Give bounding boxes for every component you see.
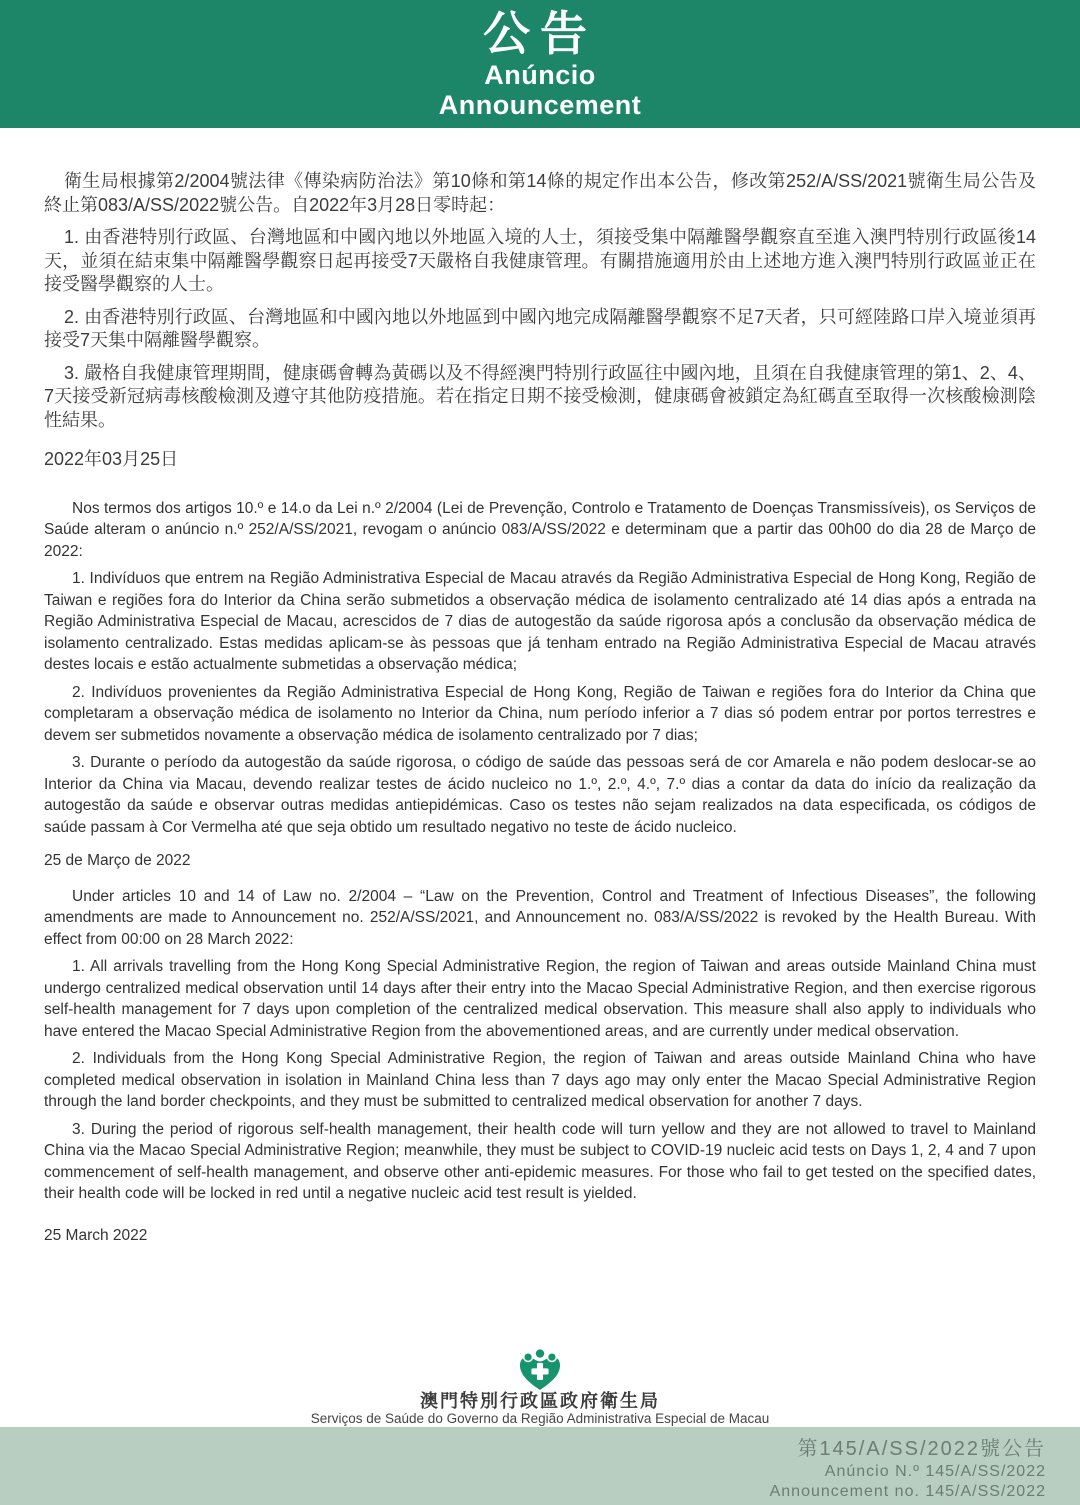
date-chinese: 2022年03月25日: [44, 449, 179, 469]
footer-band: [0, 1427, 1080, 1505]
chinese-item-1: 1. 由香港特別行政區、台灣地區和中國內地以外地區入境的人士，須接受集中隔離醫學觀察直至進入澳門特別行政區後14天，並須在結束集中隔離醫學觀察日起再接受7天嚴格自我健康管理。有關措施適用於由上述地方進入澳門特別行政區並正在接受醫學觀察的人士。: [44, 227, 1036, 294]
portuguese-intro-paragraph: Nos termos dos artigos 10.º e 14.o da Lei n.º 2/2004 (Lei de Prevenção, Controlo e Tratamento de Doenças Transmissíveis), os Serviços de Saúde alteram o anúncio n.º 252/A/SS/2021, revogam o anúncio 083/A/SS/2022 e determinam que a partir das 00h00 do dia 28 de Março de 2022:: [44, 499, 1036, 560]
chinese-item-3: 3. 嚴格自我健康管理期間，健康碼會轉為黃碼以及不得經澳門特別行政區往中國內地，且須在自我健康管理的第1、2、4、7天接受新冠病毒核酸檢測及遵守其他防疫措施。若在指定日期不接受檢測，健康碼會被鎖定為紅碼直至取得一次核酸檢測陰性結果。: [44, 362, 1036, 430]
health-bureau-logo-icon: [517, 1349, 563, 1391]
page-title-pt: Anúncio: [484, 60, 596, 90]
bureau-name-pt: Serviços de Saúde do Governo da Região Administrativa Especial de Macau: [310, 1411, 770, 1426]
chinese-item-2: 2. 由香港特別行政區、台灣地區和中國內地以外地區到中國內地完成隔離醫學觀察不足7天者，只可經陸路口岸入境並須再接受7天集中隔離醫學觀察。: [44, 306, 1036, 350]
date-english: 25 March 2022: [44, 1226, 148, 1244]
bureau-name-zh: 澳門特別行政區政府衛生局: [420, 1391, 660, 1411]
english-item-2: 2. Individuals from the Hong Kong Special Administrative Region, the region of Taiwan and areas outside Mainland China who have completed medical observation in isolation in Mainland China less than 7 days ago may only enter the Macao Special Administrative Region through the land border checkpoints, and they must be submitted to centralized medical observation for another 7 days.: [44, 1050, 1036, 1110]
english-item-3: 3. During the period of rigorous self-health management, their health code will turn yellow and they are not allowed to travel to Mainland China via the Macao Special Administrative Region; meanwhile, they must be subject to COVID-19 nucleic acid tests on Days 1, 2, 4 and 7 upon commencement of self-health management, and observe other anti-epidemic measures. For those who fail to get tested on the specified dates, their health code will be locked in red until a negative nucleic acid test result is yielded.: [44, 1120, 1036, 1202]
section-english: [44, 886, 1036, 1247]
header-band: [0, 0, 1080, 128]
english-item-1: 1. All arrivals travelling from the Hong Kong Special Administrative Region, the region of Taiwan and areas outside Mainland China must undergo centralized medical observation until 14 days after their entry into the Macao Special Administrative Region, and then exercise rigorous self-health management for 7 days upon completion of the centralized medical observation. This measure shall also apply to individuals who have entered the Macao Special Administrative Region from the abovementioned areas, and are currently under medical observation.: [44, 958, 1036, 1040]
document-body: [44, 128, 1036, 1246]
section-chinese: [44, 128, 1036, 472]
chinese-intro-paragraph: 衛生局根據第2/2004號法律《傳染病防治法》第10條和第14條的規定作出本公告，修改第252/A/SS/2021號衛生局公告及終止第083/A/SS/2022號公告。自2022年3月28日零時起：: [44, 171, 1036, 215]
announcement-number-zh: 第145/A/SS/2022號公告: [797, 1438, 1046, 1460]
page-title-zh: 公告: [483, 7, 597, 60]
date-portuguese: 25 de Março de 2022: [44, 852, 191, 869]
english-intro-paragraph: Under articles 10 and 14 of Law no. 2/2004 – “Law on the Prevention, Control and Treatment of Infectious Diseases”, the following amendments are made to Announcement no. 252/A/SS/2021, and Announcement no. 083/A/SS/2022 is revoked by the Health Bureau. With effect from 00:00 on 28 March 2022:: [44, 887, 1036, 948]
portuguese-item-2: 2. Indivíduos provenientes da Região Administrativa Especial de Hong Kong, Região de Taiwan e regiões fora do Interior da China que completaram a observação médica de isolamento no Interior da China, num período inferior a 7 dias só podem entrar por portos terrestres e devem ser submetidos novamente a observação médica de isolamento centralizado por 7 dias;: [44, 683, 1036, 744]
page-title-en: Announcement: [438, 90, 642, 120]
announcement-number-en: Announcement no. 145/A/SS/2022: [769, 1482, 1046, 1500]
announcement-number-pt: Anúncio N.º 145/A/SS/2022: [824, 1463, 1046, 1480]
issuer-block: [0, 1349, 1080, 1427]
section-portuguese: [44, 498, 1036, 872]
portuguese-item-1: 1. Indivíduos que entrem na Região Administrativa Especial de Macau através da Região Administrativa Especial de Hong Kong, Região de Taiwan e regiões fora do Interior da China serão submetidos a observação médica de isolamento centralizado até 14 dias após a entrada na Região Administrativa Especial de Macau, acrescidos de 7 dias de autogestão da saúde rigorosa após a conclusão da observação médica de isolamento centralizado. Estas medidas aplicam-se às pessoas que já tenham entrado na Região Administrativa Especial de Macau através destes locais e estão actualmente submetidas a observação médica;: [44, 570, 1036, 673]
portuguese-item-3: 3. Durante o período da autogestão da saúde rigorosa, o código de saúde das pessoas será de cor Amarela e não podem deslocar-se ao Interior da China via Macau, devendo realizar testes de ácido nucleico no 1.º, 2.º, 4.º, 7.º dias a contar da data do início da realização da autogestão da saúde e observar outras medidas antiepidémicas. Caso os testes não sejam realizados na data especificada, os códigos de saúde passam à Cor Vermelha até que seja obtido um resultado negativo no teste de ácido nucleico.: [44, 754, 1036, 836]
